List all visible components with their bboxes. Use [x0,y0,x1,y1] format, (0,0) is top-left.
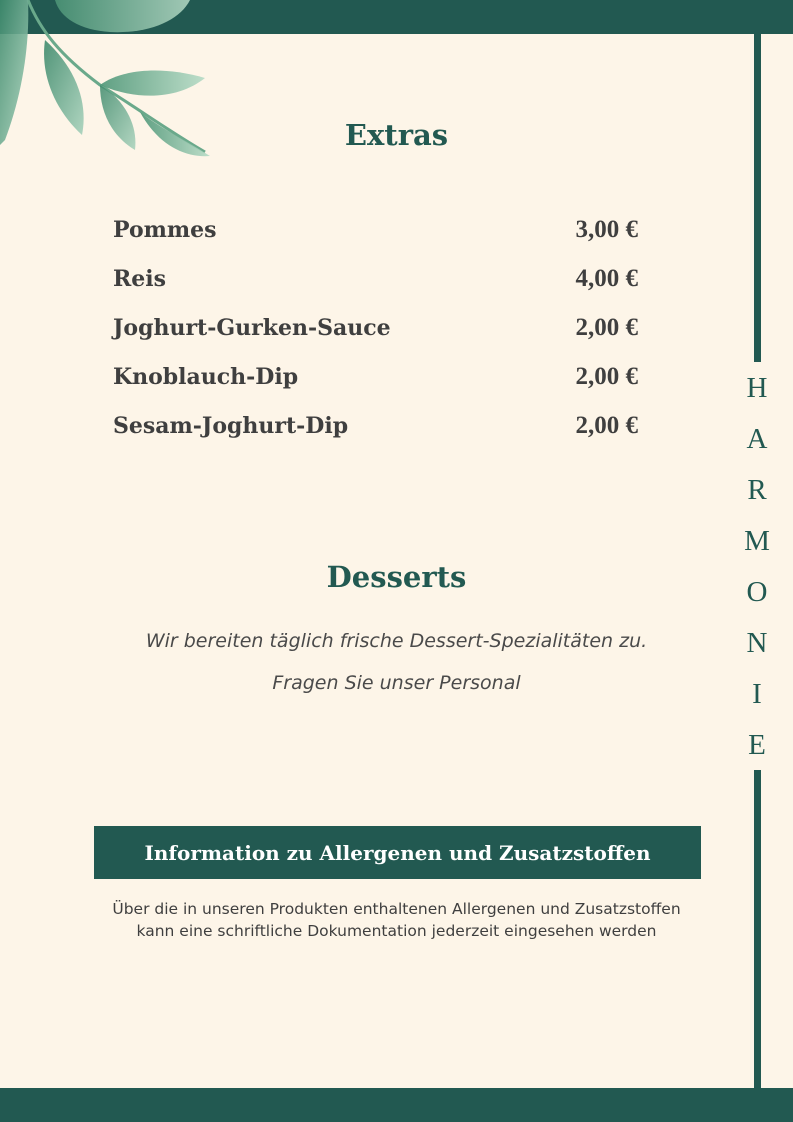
menu-item-name: Reis [113,265,167,292]
extras-title: Extras [344,118,449,152]
side-letter: I [752,678,762,710]
side-letter: H [746,372,768,404]
side-line-lower [754,770,761,1088]
side-letter: M [744,525,770,557]
desserts-title: Desserts [326,560,467,594]
bottom-border-bar [0,1088,793,1122]
desserts-line: Wir bereiten täglich frische Dessert-Spezialitäten zu. [145,630,648,652]
menu-item-price: 4,00 € [575,264,638,292]
desserts-description [0,620,793,704]
menu-item [113,254,638,303]
side-letter: N [746,627,768,659]
allergen-line: kann eine schriftliche Dokumentation jederzeit eingesehen werden [136,922,657,940]
side-letter: A [746,423,768,455]
desserts-line: Fragen Sie unser Personal [272,672,521,694]
side-letter: O [746,576,768,608]
menu-item [113,352,638,401]
side-letter: E [748,729,766,761]
side-letter: R [747,474,767,506]
menu-item-name: Knoblauch-Dip [113,363,299,390]
menu-item [113,205,638,254]
menu-item-price: 2,00 € [575,313,638,341]
menu-item [113,401,638,450]
menu-item [113,303,638,352]
side-line-upper [754,34,761,362]
allergen-banner-text: Information zu Allergenen und Zusatzstoffen [144,840,651,865]
allergen-info-text [40,898,753,942]
menu-item-price: 2,00 € [575,411,638,439]
menu-item-name: Sesam-Joghurt-Dip [113,412,349,439]
menu-item-name: Pommes [113,216,217,243]
extras-menu-list [113,205,638,450]
allergen-info-banner [94,826,701,879]
menu-item-price: 3,00 € [575,215,638,243]
menu-item-name: Joghurt-Gurken-Sauce [113,314,391,341]
menu-item-price: 2,00 € [575,362,638,390]
allergen-line: Über die in unseren Produkten enthaltenen Allergenen und Zusatzstoffen [112,900,681,918]
